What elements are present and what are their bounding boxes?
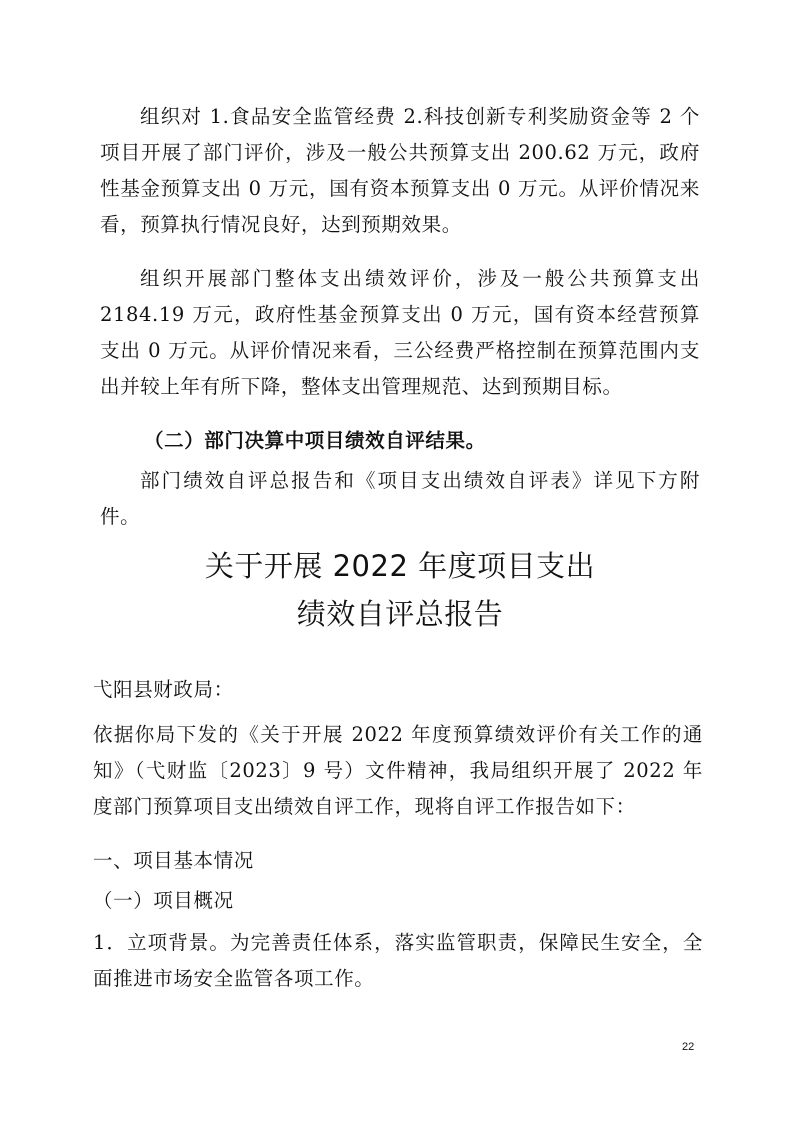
page-number: 22 — [682, 1041, 695, 1053]
paragraph-overall-evaluation: 组织开展部门整体支出绩效评价，涉及一般公共预算支出2184.19 万元，政府性基金预算支出 0 万元，国有资本经营预算支出 0 万元。从评价情况来看，三公经费严格控制在预算范围内支出并较上年有所下降，整体支出管理规范、达到预期目标。 — [100, 267, 700, 398]
paragraph-project-background: 1．立项背景。为完善责任体系，落实监管职责，保障民生安全，全面推进市场安全监管各项工作。 — [93, 931, 703, 990]
report-title-line-2: 绩效自评总报告 — [296, 597, 504, 631]
subsection-heading-project-overview: （一）项目概况 — [93, 889, 234, 912]
report-salutation: 弋阳县财政局： — [93, 678, 234, 701]
report-title-line-1: 关于开展 2022 年度项目支出 — [204, 549, 596, 583]
paragraph-attachment-note: 部门绩效自评总报告和《项目支出绩效自评表》详见下方附件。 — [100, 469, 700, 528]
paragraph-department-evaluation: 组织对 1.食品安全监管经费 2.科技创新专利奖励资金等 2 个项目开展了部门评价，涉及一般公共预算支出 200.62 万元，政府性基金预算支出 0 万元，国有资本预算支出 0 万元。从评价情况来看，预算执行情况良好，达到预期效果。 — [100, 105, 700, 236]
report-basis-paragraph: 依据你局下发的《关于开展 2022 年度预算绩效评价有关工作的通知》（弋财监〔2023〕9 号）文件精神，我局组织开展了 2022 年度部门预算项目支出绩效自评工作，现将自评工作报告如下： — [93, 723, 703, 818]
subheading-project-self-evaluation: （二）部门决算中项目绩效自评结果。 — [144, 429, 486, 452]
section-heading-project-basics: 一、项目基本情况 — [93, 849, 254, 872]
